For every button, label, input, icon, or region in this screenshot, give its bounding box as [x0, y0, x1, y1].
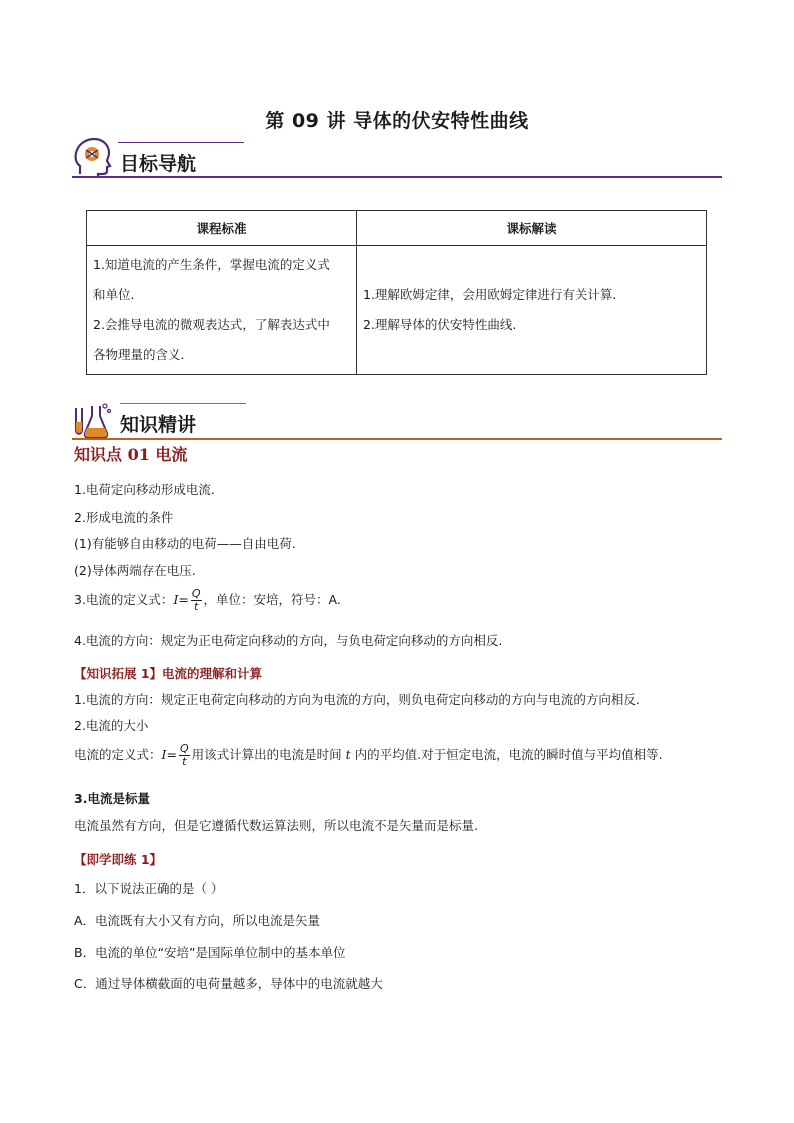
- question: 1．以下说法正确的是（ ）: [74, 881, 224, 896]
- curriculum-table: [86, 210, 707, 375]
- text: 3.电流的定义式：: [74, 592, 174, 607]
- knowledge-overline: [120, 403, 246, 404]
- denominator: t: [194, 600, 199, 613]
- body-line: 1.电流的方向：规定正电荷定向移动的方向为电流的方向，则负电荷定向移动的方向与电流的方向相反.: [74, 692, 640, 707]
- definition-line: [74, 743, 663, 768]
- fraction: [191, 588, 202, 613]
- text: =: [178, 592, 189, 607]
- body-line: (2)导体两端存在电压.: [74, 563, 196, 578]
- table-header: 课程标准: [87, 211, 357, 246]
- body-line: 电流虽然有方向，但是它遵循代数运算法则，所以电流不是矢量而是标量.: [74, 818, 478, 833]
- goal-overline: [118, 142, 244, 143]
- practice-title: 【即学即练 1】: [74, 852, 163, 867]
- cell-line: 1.知道电流的产生条件，掌握电流的定义式: [93, 257, 330, 272]
- body-line: 4.电流的方向：规定为正电荷定向移动的方向，与负电荷定向移动的方向相反.: [74, 633, 503, 648]
- text: ，单位：安培，符号：A.: [203, 592, 341, 607]
- knowledge-point-title: 知识点 01 电流: [74, 445, 188, 464]
- goal-underline: [72, 176, 722, 178]
- body-line: (1)有能够自由移动的电荷——自由电荷.: [74, 536, 296, 551]
- definition-line: [74, 588, 341, 613]
- numerator: Q: [191, 587, 201, 600]
- numerator: Q: [179, 742, 189, 755]
- knowledge-underline: [72, 438, 722, 440]
- denominator: t: [182, 755, 187, 768]
- text: 用该式计算出的电流是时间: [191, 747, 346, 762]
- table-row: [87, 246, 707, 375]
- body-line: 3.电流是标量: [74, 791, 150, 806]
- text: =: [166, 747, 177, 762]
- goal-section-label: 目标导航: [120, 153, 197, 175]
- table-cell-interpretation: [357, 246, 707, 375]
- cell-line: 和单位.: [93, 287, 135, 302]
- table-cell-standards: [87, 246, 357, 375]
- variable: t: [345, 747, 351, 762]
- option-a: A．电流既有大小又有方向，所以电流是矢量: [74, 913, 321, 928]
- body-line: 2.电流的大小: [74, 718, 149, 733]
- text: 内的平均值.对于恒定电流，电流的瞬时值与平均值相等.: [350, 747, 663, 762]
- text: 电流的定义式：: [74, 747, 162, 762]
- section-goal: [72, 136, 722, 180]
- variable: I: [161, 747, 167, 762]
- section-knowledge: [72, 398, 722, 442]
- body-line: 1.电荷定向移动形成电流.: [74, 482, 215, 497]
- table-header: 课标解读: [357, 211, 707, 246]
- variable: I: [173, 592, 179, 607]
- cell-line: 各物理量的含义.: [93, 347, 185, 362]
- cell-line: 1.理解欧姆定律，会用欧姆定律进行有关计算.: [363, 287, 617, 302]
- cell-line: 2.会推导电流的微观表达式，了解表达式中: [93, 317, 330, 332]
- option-c: C．通过导体横截面的电荷量越多，导体中的电流就越大: [74, 976, 383, 991]
- knowledge-section-label: 知识精讲: [120, 414, 197, 436]
- body-line: 2.形成电流的条件: [74, 510, 174, 525]
- fraction: [179, 743, 190, 768]
- table-header-row: [87, 211, 707, 246]
- head-brain-icon: [74, 136, 112, 180]
- extension-title: 【知识拓展 1】电流的理解和计算: [74, 666, 263, 681]
- option-b: B．电流的单位“安培”是国际单位制中的基本单位: [74, 945, 346, 960]
- page-title: 第 09 讲 导体的伏安特性曲线: [265, 110, 529, 132]
- cell-line: 2.理解导体的伏安特性曲线.: [363, 317, 517, 332]
